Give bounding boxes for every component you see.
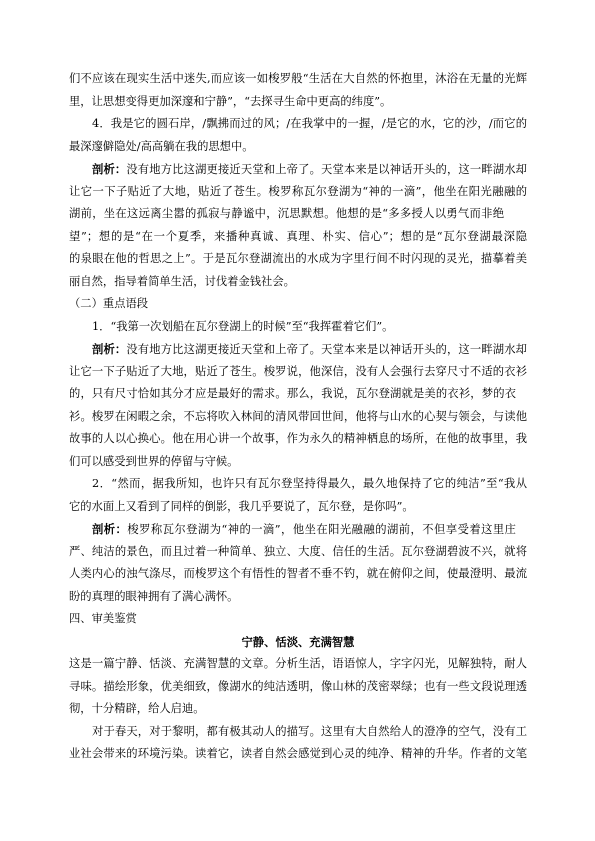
text-line: 让它一下子贴近了大地，贴近了苍生。梭罗说，他深信，没有人会强行去穿尺寸不适的衣衫 [69,364,527,378]
text-line: 衫。梭罗在闲暇之余，不忘将吹入林间的清风带回世间，他将与山水的心契与领会，与读他 [69,409,527,423]
analysis-label: 剖析： [92,342,127,356]
analysis-paragraph [69,518,527,608]
text-line: 最深邃僻隐处/高高躺在我的思想中。 [69,139,254,153]
text-line: 1．“我第一次划船在瓦尔登湖上的时候”至“我挥霍着它们”。 [92,319,394,333]
text-line: 对于春天，对于黎明，都有极其动人的描写。这里有大自然给人的澄净的空气，没有工 [92,724,527,738]
text-line: 彻，十分精辟，给人启迪。 [69,702,205,715]
text-line: 丽自然，指导着简单生活，讨伐着金钱社会。 [69,274,295,288]
text-line: 人类内心的浊气涤尽，而梭罗这个有悟性的智者不垂不钓，就在俯仰之间，使最澄明、最流 [69,567,527,580]
text-line: 的，只有尺寸恰如其分才应是最好的需求。那么，我说，瓦尔登湖就是美的衣衫，梦的衣 [69,387,516,400]
text-line: 这是一篇宁静、恬淡、充满智慧的文章。分析生活，语语惊人，字字闪光，见解独特，耐人 [69,657,527,670]
analysis-label: 剖析： [92,162,127,176]
text-line: 盼的真理的眼神拥有了满心满怀。 [69,589,239,603]
section-heading: （二）重点语段 [69,297,149,310]
text-line: 它的水面上又看到了同样的倒影，我几乎要说了，瓦尔登，是你吗”。 [69,499,414,513]
text-line: 湖前，坐在这远离尘嚣的孤寂与静谧中，沉思默想。他想的是“多多授人以勇气而非绝 [69,207,504,220]
text-line: 的泉眼在他的哲思之上”。于是瓦尔登湖流出的水成为字里行间不时闪现的灵光，描摹着美 [69,252,527,265]
analysis-paragraph [69,338,527,473]
passage-item-1 [69,316,527,339]
section-aesthetics [69,608,527,766]
analysis-text: 没有地方比这湖更接近天堂和上帝了。天堂本来是以神话开头的，这一畔湖水却 [126,343,527,356]
text-line: 里，让思想变得更加深邃和宁静”，“去探寻生命中更高的纬度”。 [69,94,392,108]
text-line: 严、纯洁的景色，而且过着一种简单、独立、大度、信任的生活。瓦尔登湖碧波不兴，就将 [69,544,527,558]
text-line: 4．我是它的圆石岸，/飘拂而过的风；/在我掌中的一握，/是它的水，它的沙，/而它的 [92,117,527,130]
text-line: 寻味。描绘形象，优美细致，像湖水的纯洁透明，像山林的茂密翠绿；也有一些文段说理透 [69,679,527,693]
text-line: 们不应该在现实生活中迷失,而应该一如梭罗般“生活在大自然的怀抱里，沐浴在无量的光辉 [69,72,527,85]
analysis-label: 剖析： [92,522,128,536]
section-heading: 四、审美鉴赏 [69,612,137,625]
analysis-first-line [69,518,516,541]
analysis-text: 没有地方比这湖更接近天堂和上帝了。天堂本来是以神话开头的，这一畔湖水却 [126,163,527,176]
section-key-passages [69,293,527,608]
text-line: 业社会带来的环境污染。读着它，读者自然会感觉到心灵的纯净、精神的升华。作者的文笔 [69,747,527,760]
analysis-first-line [69,158,527,181]
text-line: 故事的人以心换心。他在用心讲一个故事，作为永久的精神栖息的场所，在他的故事里，我 [69,432,527,445]
document-body [69,68,527,766]
text-line: 望”；想的是“在一个夏季，来播种真诚、真理、朴实、信心”；想的是“瓦尔登湖最深隐 [69,229,527,243]
article-title: 宁静、恬淡、充满智慧 [241,634,355,649]
text-line: 们可以感受到世界的停留与守候。 [69,454,239,468]
text-line: 2．“然而，据我所知，也许只有瓦尔登坚持得最久，最久地保持了它的纯洁”至“我从 [92,477,527,490]
text-line: 让它一下子贴近了大地，贴近了苍生。梭罗称瓦尔登湖为“神的一滴”，他坐在阳光融融的 [69,184,527,198]
passage-item-2 [69,473,527,518]
paragraph [69,721,527,766]
paragraph-continuation [69,68,527,113]
analysis-text: 梭罗称瓦尔登湖为“神的一滴”，他坐在阳光融融的湖前，不但享受着这里庄 [127,523,516,536]
poem-item-4 [69,113,527,158]
analysis-paragraph [69,158,527,293]
paragraph [69,653,527,721]
analysis-first-line [69,338,527,361]
